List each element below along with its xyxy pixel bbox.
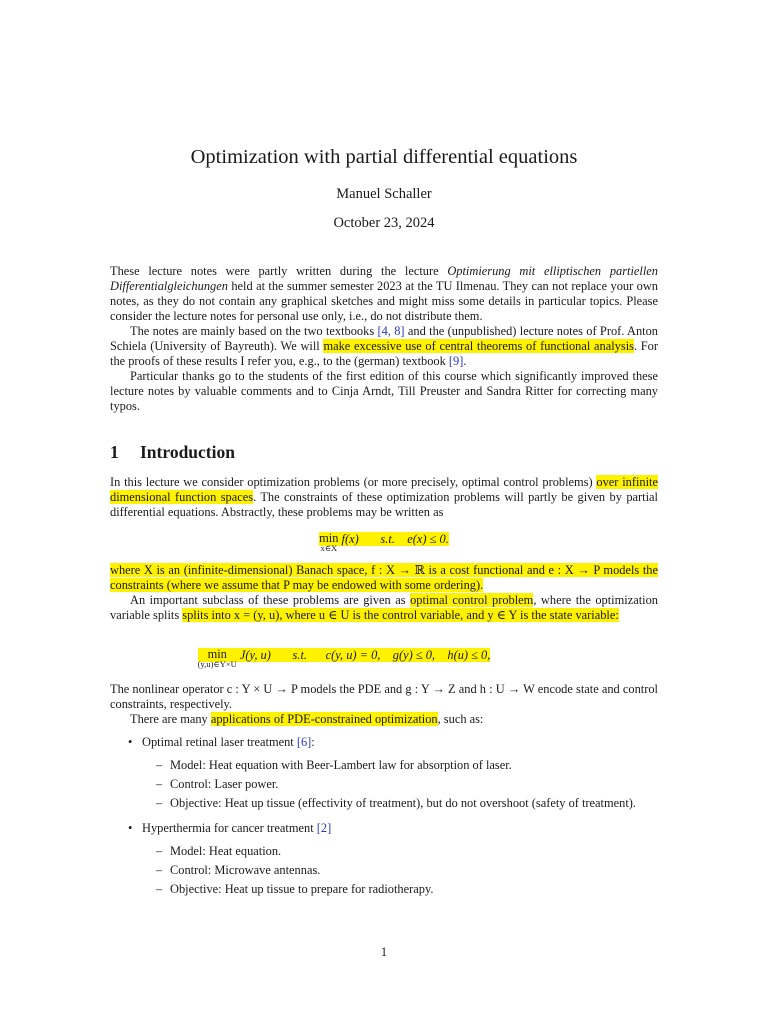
sub-list-item: – Objective: Heat up tissue to prepare for radiotherapy. [110,882,658,897]
text: An important subclass of these problems are given as [130,593,411,607]
citation-link[interactable]: [9] [448,354,464,368]
min-operator [198,648,237,669]
citation-link[interactable]: [6] [296,735,312,749]
text: and the (unpublished) lecture notes of Prof. Anton Schiela (University of Bayreuth). We will [110,324,658,353]
text: . [463,354,467,368]
preface-paragraph-3: Particular thanks go to the students of the first edition of this course which significantly improved these lecture notes by valuable comments and to Cinja Arndt, Till Preuster and Sandra Ritter for correcting many typos. [110,369,658,413]
highlighted-text: optimal control problem [410,593,534,607]
highlighted-text: applications of PDE-constrained optimization [210,712,438,726]
min-subscript: x∈X [320,543,338,553]
intro-paragraph-4: The nonlinear operator c : Y × U → P models the PDE and g : Y → Z and h : U → W encode state and control constraints, respectively. [110,682,658,711]
citation-link[interactable]: [4, 8] [377,324,405,338]
applications-list [110,735,658,901]
sub-list-item: – Model: Heat equation with Beer-Lambert law for absorption of laser. [110,758,658,773]
intro-paragraphs [110,563,658,623]
intro-paragraphs-2 [110,682,658,727]
intro-paragraph-3 [110,593,658,623]
intro-paragraph-2 [110,563,658,593]
text: , where the optimization variable splits [110,593,658,622]
equation-1 [0,532,768,553]
preface [110,264,658,414]
text: . For the proofs of these results I refer you, e.g., to the (german) textbook [110,339,658,368]
paper-date: October 23, 2024 [333,215,435,231]
sub-list-item: – Model: Heat equation. [110,844,658,859]
author-name: Manuel Schaller [336,186,432,202]
highlighted-equation [197,647,491,669]
list-item-label: Optimal retinal laser treatment [142,735,297,749]
text: The notes are mainly based on the two textbooks [130,324,378,338]
citation-link[interactable]: [2] [316,821,332,835]
text: held at the summer semester 2023 at the TU Ilmenau. They can not replace your own notes, as they do not contain any graphical sketches and might miss some details in particular topics. Please consider the lecture notes for personal use only, i.e., do not distribute them. [110,279,658,323]
text: , such as: [437,712,484,726]
text: . The constraints of these optimization problems will partly be given by partial differential equations. Abstractly, these problems may be written as [110,490,658,519]
text: There are many [130,712,211,726]
min-text: min [319,531,339,545]
section-number: 1 [110,442,119,462]
page-number: 1 [380,945,388,959]
sub-list-item: – Control: Laser power. [110,777,658,792]
min-text: min [207,647,227,661]
min-operator [319,532,338,553]
text: : [311,735,315,749]
list-item [110,821,658,897]
highlighted-text: where X is an (infinite-dimensional) Banach space, f : X → ℝ is a cost functional and e : X → P models the constraints (where we assume that P may be endowed with some ordering). [110,563,658,592]
paper-title: Optimization with partial differential equations [190,146,578,168]
list-item [110,735,658,811]
preface-paragraph-1 [110,264,658,324]
equation-body: J(y, u) s.t. c(y, u) = 0, g(y) ≤ 0, h(u) ≤ 0, [236,648,491,662]
highlighted-equation [319,531,449,553]
intro-paragraph-5 [110,712,658,727]
list-item-label: Hyperthermia for cancer treatment [142,821,317,835]
highlighted-text: make excessive use of central theorems of functional analysis [323,339,634,353]
text: In this lecture we consider optimization problems (or more precisely, optimal control problems) [110,475,597,489]
highlighted-text: over infinite dimensional function spaces [110,475,658,504]
sub-list-item: – Control: Microwave antennas. [110,863,658,878]
equation-body: f(x) s.t. e(x) ≤ 0. [338,532,449,546]
highlighted-text: splits into x = (y, u), where u ∈ U is the control variable, and y ∈ Y is the state variable: [182,608,619,622]
preface-paragraph-2 [110,324,658,369]
equation-2 [0,648,728,669]
text: These lecture notes were partly written during the lecture [110,264,448,278]
intro-paragraph-1 [110,475,658,520]
section-title: Introduction [140,442,235,462]
course-name: Optimierung mit elliptischen partiellen Differentialgleichungen [110,264,659,293]
sub-list-item: – Objective: Heat up tissue (effectivity of treatment), but do not overshoot (safety of treatment). [110,796,658,811]
min-subscript: (y,u)∈Y×U [197,659,237,669]
section-heading [110,442,235,463]
